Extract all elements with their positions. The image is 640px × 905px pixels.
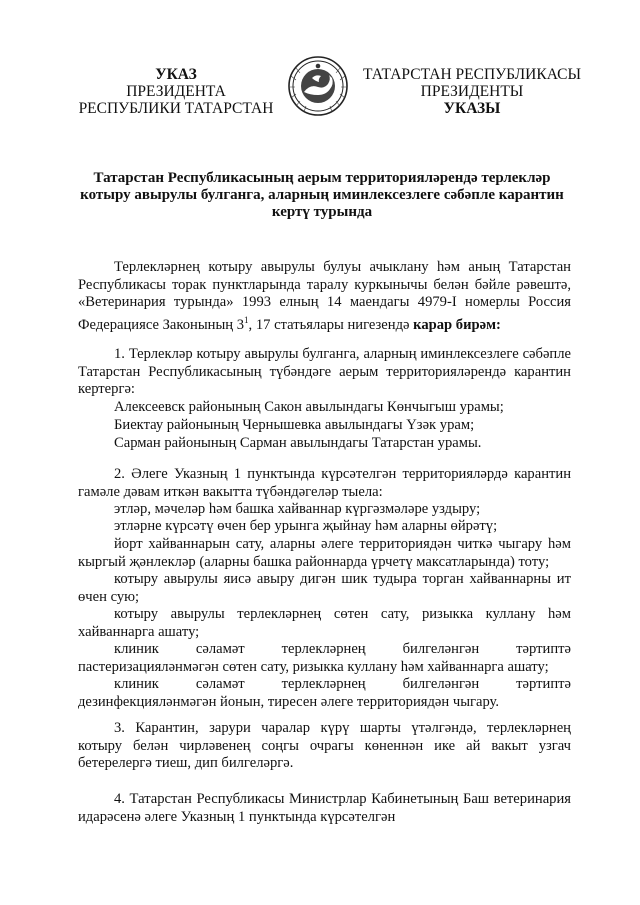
preamble-paragraph bbox=[78, 259, 571, 334]
item-2-line-5: котыру авырулы терлекләрнең сөтен сату, ризыкка куллану һәм хайваннарга ашату; bbox=[78, 606, 571, 640]
tatarstan-coat-of-arms-icon bbox=[288, 54, 348, 118]
header-left-line-3: РЕСПУБЛИКИ ТАТАРСТАН bbox=[78, 100, 274, 117]
item-3-paragraph: 3. Карантин, зарури чаралар күрү шарты үтәлгәндә, терлекләрнең котыру белән чирләвенең соңгы очрагы көненнән ике ай вакыт узгач бетерелергә тиеш, дип билгеләргә. bbox=[78, 720, 571, 771]
item-1-place-1: Алексеевск районының Сакон авылындагы Көнчыгыш урамы; bbox=[114, 399, 504, 415]
item-2-line-2: этләрне күрсәтү өчен бер урынга җыйнау һәм аларны өйрәтү; bbox=[114, 518, 498, 534]
header-right-line-3: УКАЗЫ bbox=[443, 100, 501, 117]
item-1-place-3: Сарман районының Сарман авылындагы Татарстан урамы. bbox=[114, 435, 482, 451]
item-2-line-7: клиник сәламәт терлекләрнең билгеләнгән тәртиптә дезинфекцияләнмәгән йонын, тиресен әлеге территориядән чыгару. bbox=[78, 676, 571, 710]
item-2-intro: 2. Әлеге Указның 1 пунктында күрсәтелгән территорияләрдә карантин гамәле дәвам иткән вакытта түбәндәгеләр тыела: bbox=[78, 466, 571, 500]
item-2-line-4: котыру авырулы яисә авыру дигән шик тудыра торган хайваннарны ит өчен сую; bbox=[78, 571, 571, 605]
header-left-line-1: УКАЗ bbox=[155, 66, 197, 83]
header-right-line-2: ПРЕЗИДЕНТЫ bbox=[420, 83, 524, 100]
item-1-paragraph: 1. Терлекләр котыру авырулы булганга, аларның иминлексезлеге сәбәпле Татарстан Республикасының түбәндәге аерым территорияләрендә карантин кертергә: bbox=[78, 346, 571, 397]
header-left-line-2: ПРЕЗИДЕНТА bbox=[126, 83, 226, 100]
header-right-block bbox=[362, 66, 582, 117]
item-2-line-3: йорт хайваннарын сату, аларны әлеге территориядән читкә чыгару һәм кыргый җәнлекләр (аларны башка районнарда үрчетү максатларында) тоту; bbox=[78, 536, 571, 570]
item-4-paragraph: 4. Татарстан Республикасы Министрлар Кабинетының Баш ветеринария идарәсенә әлеге Указның 1 пунктында күрсәтелгән bbox=[78, 791, 571, 825]
document-title: Татарстан Республикасының аерым территорияләрендә терлекләр котыру авырулы булганга, аларның иминлексезлеге сәбәпле карантин кертү турында bbox=[80, 170, 564, 220]
preamble-text: Терлекләрнең котыру авырулы булуы ачыклану һәм аның Татарстан Республикасы торак пунктларында таралу куркынычы белән бәйле рәвештә, «Ветеринария турында» 1993 елның 14 маендагы 4979-I номерлы Россия Федерациясе Законының 3 bbox=[78, 259, 571, 333]
item-2-line-1: этләр, мәчеләр һәм башка хайваннар күргәзмәләре уздыру; bbox=[114, 501, 481, 517]
item-1-place-2: Биектау районының Чернышевка авылындагы Үзәк урам; bbox=[114, 417, 475, 433]
header-right-line-1: ТАТАРСТАН РЕСПУБЛИКАСЫ bbox=[363, 66, 581, 83]
preamble-text-2: , 17 статьялары нигезендә bbox=[248, 316, 414, 333]
item-2-line-6: клиник сәламәт терлекләрнең билгеләнгән тәртиптә пастеризацияләнмәгән сөтен сату, ризыкка куллану һәм хайваннарга ашату; bbox=[78, 641, 571, 675]
header-left-block bbox=[76, 66, 276, 117]
preamble-decision: карар бирәм: bbox=[413, 316, 501, 333]
preamble-superscript: 1 bbox=[244, 314, 249, 325]
